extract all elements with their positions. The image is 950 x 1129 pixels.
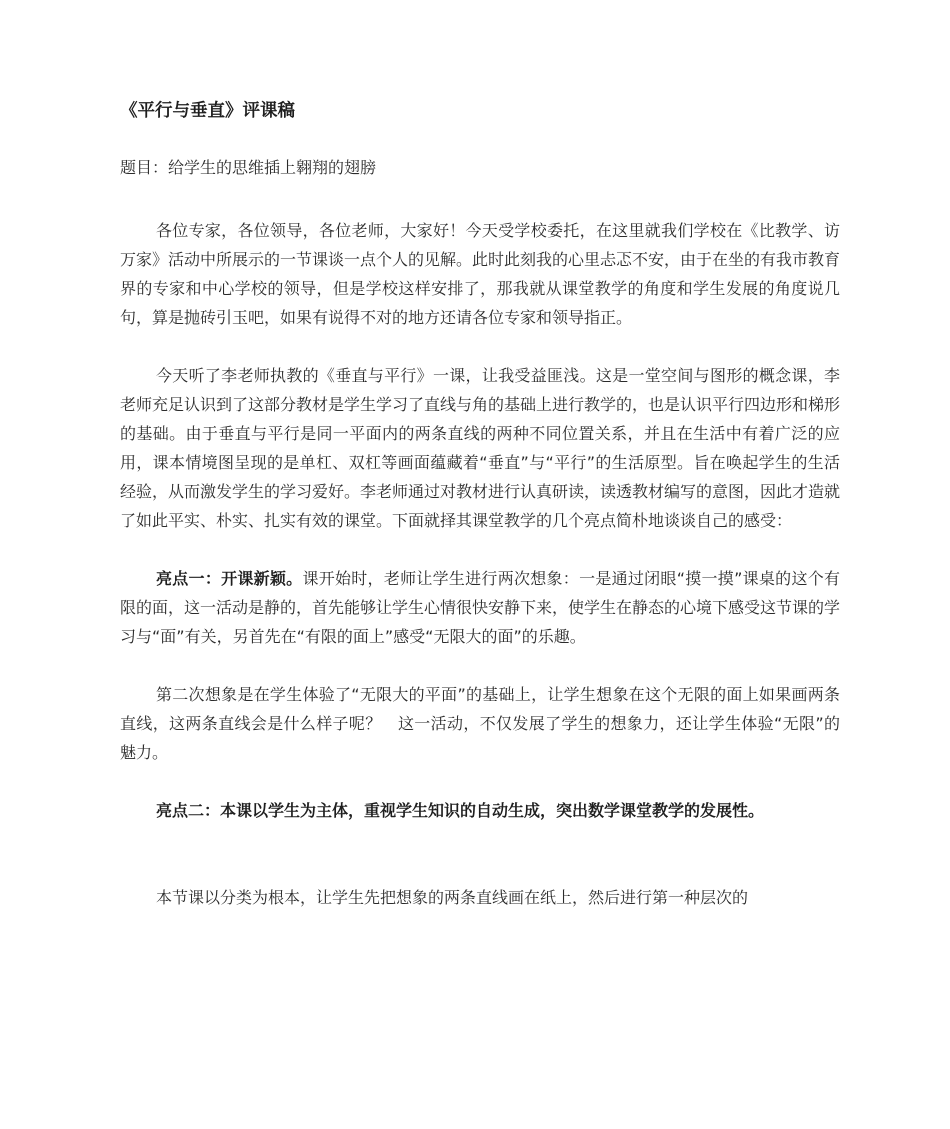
paragraph-greeting: 各位专家，各位领导，各位老师，大家好！今天受学校委托，在这里就我们学校在《比教学、访万家》活动中所展示的一节课谈一点个人的见解。此时此刻我的心里忐忑不安，由于在坐的有我市教育界的专家和中心学校的领导，但是学校这样安排了，那我就从课堂教学的角度和学生发展的角度说几句，算是抛砖引玉吧，如果有说得不对的地方还请各位专家和领导指正。 [120,221,841,327]
paragraph-second-imagination: 第二次想象是在学生体验了“无限大的平面”的基础上，让学生想象在这个无限的面上如果画两条直线，这两条直线会是什么样子呢？ 这一活动，不仅发展了学生的想象力，还让学生体验“无限”的魅力。 [120,685,840,762]
paragraph-highlight-one [120,564,840,651]
document-body [120,96,840,912]
paragraph-overview: 今天听了李老师执教的《垂直与平行》一课，让我受益匪浅。这是一堂空间与图形的概念课，李老师充足认识到了这部分教材是学生学习了直线与角的基础上进行教学的，也是认识平行四边形和梯形的基础。由于垂直与平行是同一平面内的两条直线的两种不同位置关系，并且在生活中有着广泛的应用，课本情境图呈现的是单杠、双杠等画面蕴藏着“垂直”与“平行”的生活原型。旨在唤起学生的生活经验，从而激发学生的学习爱好。李老师通过对教材进行认真研读，读透教材编写的意图，因此才造就了如此平实、朴实、扎实有效的课堂。下面就择其课堂教学的几个亮点简朴地谈谈自己的感受： [120,366,841,530]
paragraph-highlight-two: 亮点二：本课以学生为主体，重视学生知识的自动生成，突出数学课堂教学的发展性。 [156,801,765,820]
document-title: 《平行与垂直》评课稿 [120,101,295,121]
paragraph-classification: 本节课以分类为根本，让学生先把想象的两条直线画在纸上，然后进行第一种层次的 [156,888,749,907]
highlight-one-text: 课开始时，老师让学生进行两次想象：一是通过闭眼“摸一摸”课桌的这个有限的面，这一活动是静的，首先能够让学生心情很快安静下来，使学生在静态的心境下感受这节课的学习与“面”有关，另首先在“有限的面上”感受“无限大的面”的乐趣。 [120,569,841,646]
document-subtitle: 题目：给学生的思维插上翱翔的翅膀 [120,158,377,177]
highlight-one-heading: 亮点一：开课新颖。 [156,569,303,588]
